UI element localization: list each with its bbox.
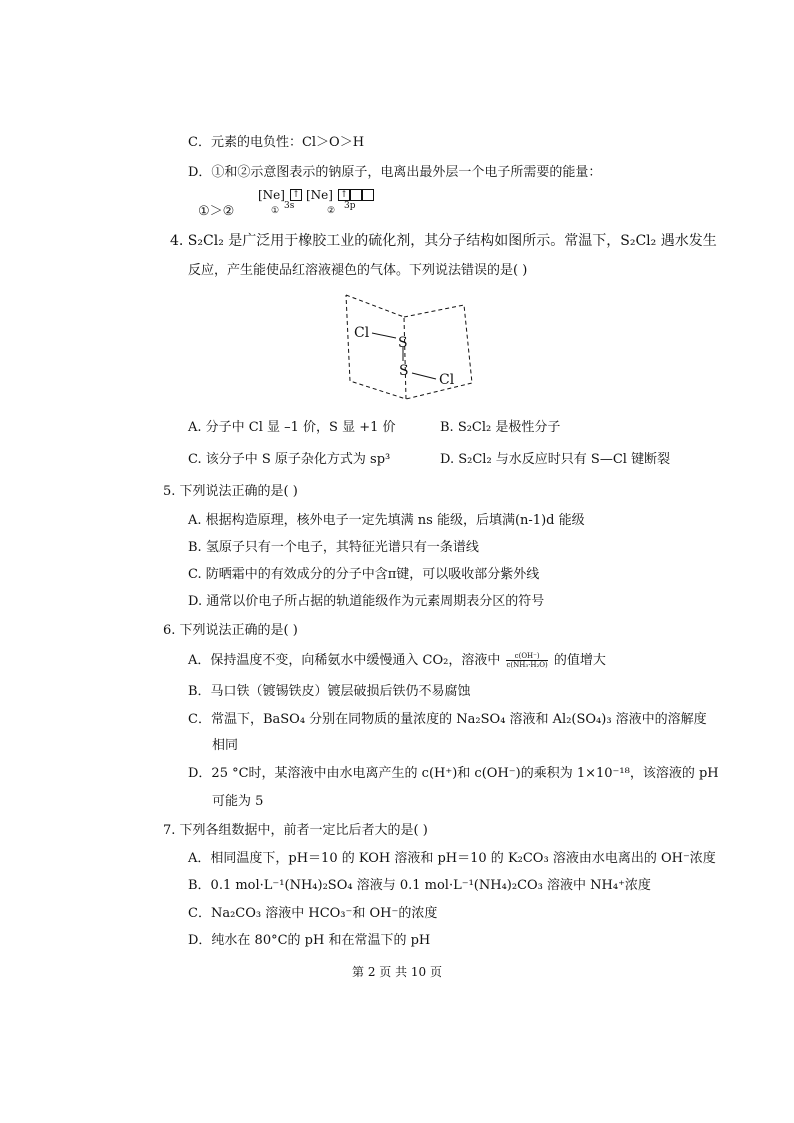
orbital-label-3p: 3p [344, 201, 356, 211]
q6-fraction-num: c(OH⁻) [506, 652, 547, 661]
diagram-s-bottom: S [399, 363, 409, 379]
q6-option-a-tail: 的值增大 [553, 653, 606, 668]
q5-stem: 5. 下列说法正确的是( ) [163, 484, 298, 499]
q7-option-a: A．相同温度下，pH＝10 的 KOH 溶液和 pH＝10 的 K₂CO₃ 溶液由水电离出的 OH⁻浓度 [188, 851, 716, 866]
q6-fraction [506, 652, 547, 669]
q6-option-a-text: A．保持温度不变，向稀氨水中缓慢通入 CO₂，溶液中 [188, 653, 501, 668]
q4-option-d: D. S₂Cl₂ 与水反应时只有 S—Cl 键断裂 [440, 452, 671, 467]
q6-option-d-line1: D．25 °C时，某溶液中由水电离产生的 c(H⁺)和 c(OH⁻)的乘积为 1×10⁻¹⁸，该溶液的 pH [188, 766, 719, 781]
q3-option-d: D．①和②示意图表示的钠原子，电离出最外层一个电子所需要的能量： [188, 165, 602, 180]
q6-option-b: B．马口铁（镀锡铁皮）镀层破损后铁仍不易腐蚀 [188, 684, 471, 699]
q5-option-b: B. 氢原子只有一个电子，其特征光谱只有一条谱线 [188, 540, 479, 555]
q6-fraction-den: c(NH₃·H₂O) [506, 661, 548, 669]
q6-option-d-line2: 可能为 5 [212, 794, 264, 809]
q7-option-c: C．Na₂CO₃ 溶液中 HCO₃⁻和 OH⁻的浓度 [188, 906, 438, 921]
q3-option-c: C．元素的电负性：Cl＞O＞H [188, 135, 365, 150]
q6-stem: 6. 下列说法正确的是( ) [163, 623, 298, 638]
orbital-box-3s: ↑ [290, 189, 302, 201]
q5-option-a: A. 根据构造原理，核外电子一定先填满 ns 能级，后填满(n-1)d 能级 [188, 513, 585, 528]
ne-label-1: [Ne] [258, 188, 285, 202]
q7-option-d: D．纯水在 80°C的 pH 和在常温下的 pH [188, 933, 431, 948]
orbital-box-3p-3 [362, 189, 374, 201]
ne-label-2: [Ne] [306, 188, 333, 202]
ne-config-1 [258, 184, 302, 203]
q4-option-c: C. 该分子中 S 原子杂化方式为 sp³ [188, 452, 391, 467]
q7-option-b: B．0.1 mol·L⁻¹(NH₄)₂SO₄ 溶液与 0.1 mol·L⁻¹(NH₄)₂CO₃ 溶液中 NH₄⁺浓度 [188, 878, 651, 893]
orbital-box-3p-1: ↑ [338, 189, 350, 201]
mark-2: ② [327, 206, 336, 216]
q5-option-c: C. 防晒霜中的有效成分的分子中含π键，可以吸收部分紫外线 [188, 567, 540, 582]
diagram-cl-right: Cl [439, 372, 455, 388]
q6-option-c-line1: C．常温下，BaSO₄ 分别在同物质的量浓度的 Na₂SO₄ 溶液和 Al₂(SO₄)₃ 溶液中的溶解度 [188, 712, 707, 727]
q4-option-b: B. S₂Cl₂ 是极性分子 [440, 420, 561, 435]
ne-config-2 [306, 184, 374, 203]
diagram-s-top: S [398, 335, 408, 351]
mark-1: ① [271, 206, 280, 216]
q4-stem-line2: 反应，产生能使品红溶液褪色的气体。下列说法错误的是( ) [188, 263, 528, 278]
orbital-label-3s: 3s [284, 201, 295, 211]
q7-stem: 7. 下列各组数据中，前者一定比后者大的是( ) [163, 823, 428, 838]
s2cl2-structure-diagram [336, 287, 476, 407]
q5-option-d: D. 通常以价电子所占据的轨道能级作为元素周期表分区的符号 [188, 594, 545, 609]
q6-option-c-line2: 相同 [212, 738, 239, 753]
q3-compare: ①＞② [198, 204, 235, 219]
page-footer: 第 2 页 共 10 页 [352, 965, 442, 979]
q4-option-a: A. 分子中 Cl 显 –1 价，S 显 +1 价 [188, 420, 396, 435]
q4-stem-line1: 4. S₂Cl₂ 是广泛用于橡胶工业的硫化剂，其分子结构如图所示。常温下，S₂Cl₂ 遇水发生 [170, 233, 717, 249]
diagram-cl-left: Cl [354, 325, 370, 341]
q6-option-a [188, 652, 606, 670]
